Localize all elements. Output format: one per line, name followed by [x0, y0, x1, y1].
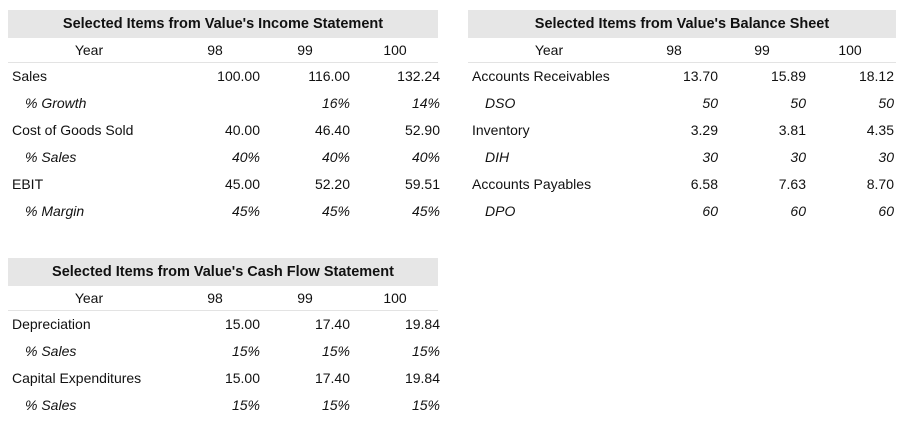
cell-value: 40.00 [224, 122, 260, 138]
table-row [468, 144, 896, 171]
cashflow-header-row [8, 286, 438, 311]
cell-value: 13.70 [682, 68, 718, 84]
cell-value: 3.81 [778, 122, 806, 138]
table-row [8, 144, 438, 171]
year-99-header: 99 [297, 290, 313, 306]
row-label: Depreciation [12, 316, 91, 332]
row-label: Accounts Payables [472, 176, 592, 192]
year-100-header: 100 [383, 42, 407, 58]
table-row [468, 117, 896, 144]
cell-value: 19.84 [404, 316, 440, 332]
cell-value: 3.29 [690, 122, 718, 138]
cell-value: 116.00 [308, 68, 350, 84]
cell-value: 60 [878, 203, 894, 219]
cell-value: 52.90 [404, 122, 440, 138]
cell-value: 17.40 [314, 370, 350, 386]
cell-value: 7.63 [778, 176, 806, 192]
cell-value: 17.40 [314, 316, 350, 332]
row-label: % Growth [25, 95, 87, 111]
year-header: Year [74, 42, 104, 58]
table-row [8, 198, 438, 225]
cell-value: 8.70 [866, 176, 894, 192]
balance-header-row [468, 38, 896, 63]
year-98-header: 98 [666, 42, 682, 58]
row-label: % Margin [25, 203, 85, 219]
year-100-header: 100 [383, 290, 407, 306]
cell-value: 15% [321, 343, 350, 359]
table-row [468, 198, 896, 225]
row-label: Cost of Goods Sold [12, 122, 134, 138]
cell-value: 45.00 [224, 176, 260, 192]
cell-value: 15% [411, 343, 440, 359]
row-label: Inventory [472, 122, 530, 138]
cell-value: 15% [231, 397, 260, 413]
row-label: % Sales [25, 343, 77, 359]
cell-value: 40% [411, 149, 440, 165]
cell-value: 15.00 [224, 316, 260, 332]
cash-flow-statement-table [8, 258, 438, 419]
row-label: DPO [485, 203, 516, 219]
cell-value: 18.12 [858, 68, 894, 84]
cell-value: 45% [411, 203, 440, 219]
cell-value: 15.89 [770, 68, 806, 84]
income-statement-title: Selected Items from Value's Income Statement [8, 10, 438, 38]
table-row [468, 63, 896, 90]
year-header: Year [74, 290, 104, 306]
cell-value: 52.20 [314, 176, 350, 192]
cell-value: 60 [790, 203, 806, 219]
row-label: Sales [12, 68, 48, 84]
row-label: % Sales [25, 149, 77, 165]
year-header: Year [534, 42, 564, 58]
cell-value: 132.24 [397, 68, 440, 84]
row-label: EBIT [12, 176, 44, 192]
cell-value: 50 [790, 95, 806, 111]
row-label: Accounts Receivables [472, 68, 610, 84]
table-row [8, 90, 438, 117]
cell-value: 45% [321, 203, 350, 219]
year-100-header: 100 [838, 42, 862, 58]
cell-value: 15% [411, 397, 440, 413]
table-row [8, 338, 438, 365]
cell-value: 45% [231, 203, 260, 219]
income-statement-table [8, 10, 438, 225]
cell-value: 30 [702, 149, 718, 165]
cell-value: 100.00 [217, 68, 260, 84]
cell-value: 6.58 [690, 176, 718, 192]
cell-value: 50 [702, 95, 718, 111]
cell-value: 40% [321, 149, 350, 165]
row-label: DIH [485, 149, 510, 165]
table-row [8, 171, 438, 198]
cell-value: 50 [878, 95, 894, 111]
balance-sheet-title: Selected Items from Value's Balance Sheet [468, 10, 896, 38]
year-99-header: 99 [297, 42, 313, 58]
cell-value: 30 [790, 149, 806, 165]
table-row [8, 63, 438, 90]
table-row [8, 311, 438, 338]
cell-value: 46.40 [314, 122, 350, 138]
cell-value: 15% [321, 397, 350, 413]
cell-value: 40% [231, 149, 260, 165]
year-99-header: 99 [754, 42, 770, 58]
income-header-row [8, 38, 438, 63]
row-label: Capital Expenditures [12, 370, 142, 386]
cash-flow-title: Selected Items from Value's Cash Flow Statement [8, 258, 438, 286]
cell-value: 14% [411, 95, 440, 111]
table-row [8, 392, 438, 419]
cell-value: 19.84 [404, 370, 440, 386]
cell-value: 59.51 [404, 176, 440, 192]
table-row [8, 117, 438, 144]
row-label: % Sales [25, 397, 77, 413]
table-row [468, 171, 896, 198]
table-row [8, 365, 438, 392]
cell-value: 16% [321, 95, 350, 111]
cell-value: 15.00 [224, 370, 260, 386]
year-98-header: 98 [207, 290, 223, 306]
balance-sheet-table [468, 10, 896, 225]
table-row [468, 90, 896, 117]
cell-value [170, 90, 260, 117]
row-label: DSO [485, 95, 516, 111]
cell-value: 60 [702, 203, 718, 219]
cell-value: 4.35 [866, 122, 894, 138]
cell-value: 15% [231, 343, 260, 359]
cell-value: 30 [878, 149, 894, 165]
year-98-header: 98 [207, 42, 223, 58]
